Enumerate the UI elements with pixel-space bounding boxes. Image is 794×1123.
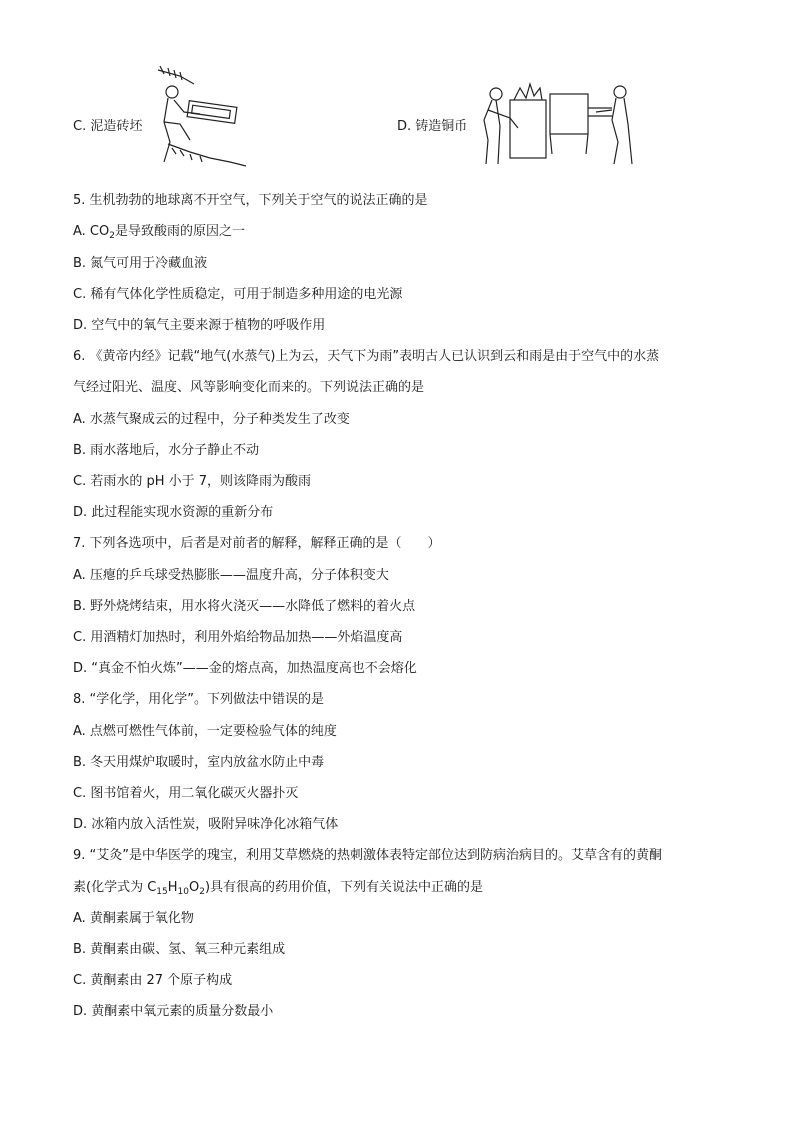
q9-stem-line2 — [73, 879, 483, 897]
q7-option-b: B. 野外烧烤结束，用水将火浇灭——水降低了燃料的着火点 — [73, 599, 416, 614]
q5-option-b: B. 氮气可用于冷藏血液 — [73, 256, 208, 271]
q9-option-a: A. 黄酮素属于氧化物 — [73, 911, 194, 926]
q9-stem2-pre: 素(化学式为 C — [73, 880, 157, 895]
q8-option-a: A. 点燃可燃性气体前，一定要检验气体的纯度 — [73, 724, 337, 739]
q5-stem: 5. 生机勃勃的地球离不开空气，下列关于空气的说法正确的是 — [73, 193, 428, 208]
q8-option-c: C. 图书馆着火，用二氧化碳灭火器扑灭 — [73, 786, 299, 801]
q9-option-d: D. 黄酮素中氧元素的质量分数最小 — [73, 1004, 274, 1019]
q5-option-c: C. 稀有气体化学性质稳定，可用于制造多种用途的电光源 — [73, 287, 403, 302]
brick-making-illustration — [150, 62, 250, 170]
q7-option-a: A. 压瘪的乒乓球受热膨胀——温度升高，分子体积变大 — [73, 568, 389, 583]
q6-option-d: D. 此过程能实现水资源的重新分布 — [73, 505, 274, 520]
q4-option-d: D. 铸造铜币 — [397, 119, 468, 134]
q5-option-d: D. 空气中的氧气主要来源于植物的呼吸作用 — [73, 318, 326, 333]
q7-option-c: C. 用酒精灯加热时，利用外焰给物品加热——外焰温度高 — [73, 630, 403, 645]
coin-casting-illustration — [476, 80, 646, 168]
q8-option-d: D. 冰箱内放入活性炭，吸附异味净化冰箱气体 — [73, 817, 339, 832]
q6-stem-line2: 气经过阳光、温度、风等影响变化而来的。下列说法正确的是 — [73, 380, 425, 395]
q9-option-c: C. 黄酮素由 27 个原子构成 — [73, 973, 233, 988]
q4-option-c: C. 泥造砖坯 — [73, 119, 143, 134]
q8-option-b: B. 冬天用煤炉取暖时，室内放盆水防止中毒 — [73, 755, 325, 770]
q5-option-a-sub: 2 — [109, 231, 115, 241]
q6-option-c: C. 若雨水的 pH 小于 7，则该降雨为酸雨 — [73, 474, 312, 489]
q5-option-a-pre: A. CO — [73, 224, 110, 239]
q9-stem-line1: 9. “艾灸”是中华医学的瑰宝，利用艾草燃烧的热刺激体表特定部位达到防病治病目的。艾草含有的黄酮 — [73, 848, 663, 863]
q6-option-a: A. 水蒸气聚成云的过程中，分子种类发生了改变 — [73, 412, 350, 427]
q6-stem-line1: 6. 《黄帝内经》记载“地气(水蒸气)上为云，天气下为雨”表明古人已认识到云和雨是由于空气中的水蒸 — [73, 349, 660, 364]
q5-option-a — [73, 223, 245, 241]
q5-option-a-post: 是导致酸雨的原因之一 — [114, 224, 245, 239]
q9-stem2-h: H — [167, 880, 178, 895]
q7-stem: 7. 下列各选项中，后者是对前者的解释，解释正确的是（ ） — [73, 536, 441, 551]
q9-sub-hydrogen: 10 — [177, 887, 189, 897]
q9-sub-oxygen: 2 — [199, 887, 205, 897]
q7-option-d: D. “真金不怕火炼”——金的熔点高，加热温度高也不会熔化 — [73, 661, 417, 676]
q6-option-b: B. 雨水落地后，水分子静止不动 — [73, 443, 260, 458]
q9-stem2-post: )具有很高的药用价值，下列有关说法中正确的是 — [204, 880, 484, 895]
q9-option-b: B. 黄酮素由碳、氢、氧三种元素组成 — [73, 942, 286, 957]
q8-stem: 8. “学化学，用化学”。下列做法中错误的是 — [73, 692, 325, 707]
q9-stem2-o: O — [188, 880, 200, 895]
q9-sub-carbon: 15 — [156, 887, 168, 897]
